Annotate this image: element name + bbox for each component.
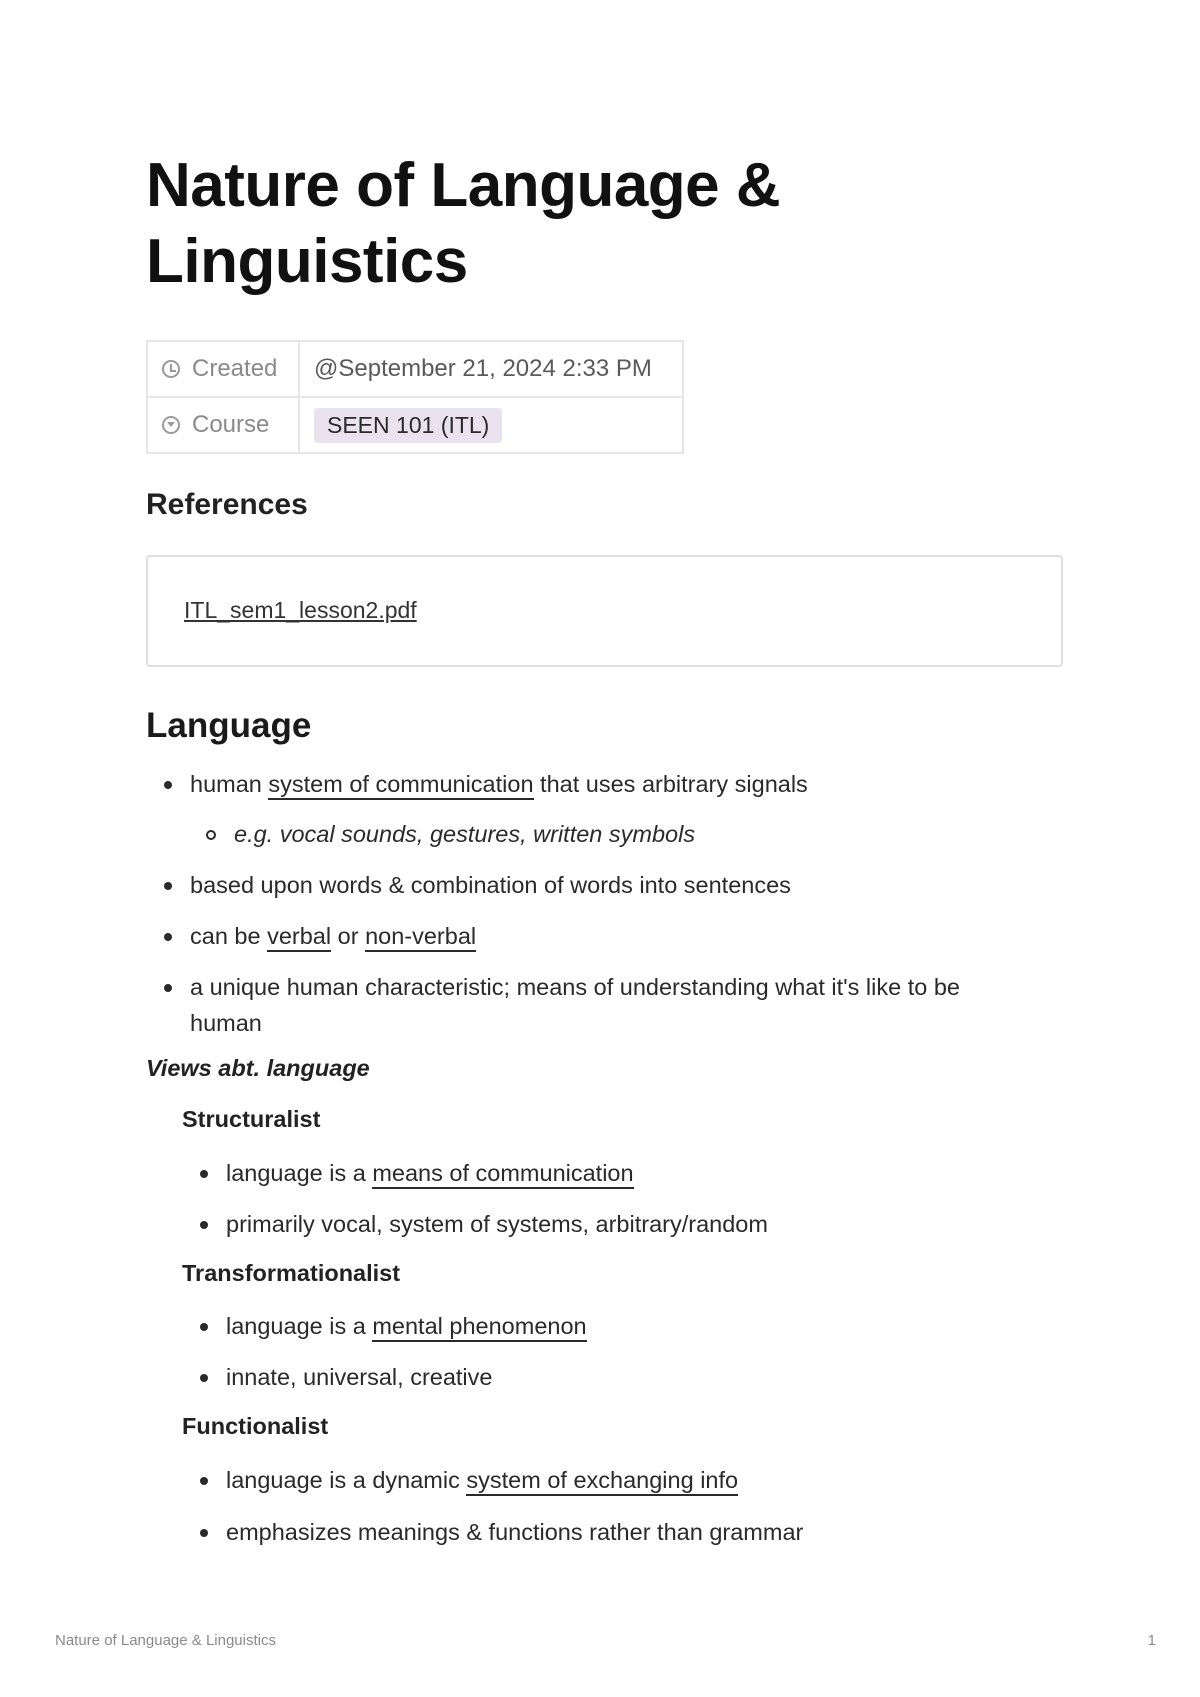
underlined-term: system of exchanging info [466, 1467, 738, 1496]
list-item: language is a means of communication [226, 1155, 634, 1191]
underlined-term: means of communication [372, 1160, 633, 1189]
page-title: Nature of Language & Linguistics [146, 151, 781, 296]
properties-table [146, 340, 684, 454]
property-name-created [147, 341, 299, 397]
functionalist-heading: Functionalist [182, 1413, 329, 1439]
select-icon [162, 416, 180, 434]
list-item: e.g. vocal sounds, gestures, written symbols [234, 816, 695, 852]
language-heading: Language [146, 706, 312, 745]
structuralist-heading: Structuralist [182, 1106, 321, 1132]
views-heading: Views abt. language [146, 1055, 370, 1081]
course-tag[interactable]: SEEN 101 (ITL) [314, 408, 502, 443]
created-value: @September 21, 2024 2:33 PM [299, 341, 683, 397]
list-item: language is a dynamic system of exchanging info [226, 1462, 738, 1498]
underlined-term: non-verbal [365, 923, 476, 952]
list-item: emphasizes meanings & functions rather than grammar [226, 1514, 803, 1550]
course-value-cell [299, 397, 683, 453]
reference-file-link[interactable]: ITL_sem1_lesson2.pdf [184, 597, 417, 623]
underlined-term: verbal [267, 923, 331, 952]
list-item: based upon words & combination of words into sentences [190, 867, 791, 903]
list-item: innate, universal, creative [226, 1359, 492, 1395]
list-item: human system of communication that uses arbitrary signals [190, 766, 808, 802]
property-row-course [147, 397, 683, 453]
references-callout [146, 555, 1063, 667]
list-item: a unique human characteristic; means of understanding what it's like to be human [190, 969, 960, 1041]
list-item: language is a mental phenomenon [226, 1308, 587, 1344]
created-label: Created [192, 355, 278, 382]
list-item: can be verbal or non-verbal [190, 918, 476, 954]
clock-icon [162, 360, 180, 378]
transformationalist-heading: Transformationalist [182, 1260, 401, 1286]
underlined-term: system of communication [268, 771, 533, 800]
underlined-term: mental phenomenon [372, 1313, 586, 1342]
property-row-created [147, 341, 683, 397]
list-item: primarily vocal, system of systems, arbitrary/random [226, 1206, 768, 1242]
references-heading: References [146, 488, 308, 521]
course-label: Course [192, 411, 270, 438]
footer-title: Nature of Language & Linguistics [55, 1632, 276, 1649]
page-number: 1 [1147, 1632, 1156, 1649]
property-name-course [147, 397, 299, 453]
